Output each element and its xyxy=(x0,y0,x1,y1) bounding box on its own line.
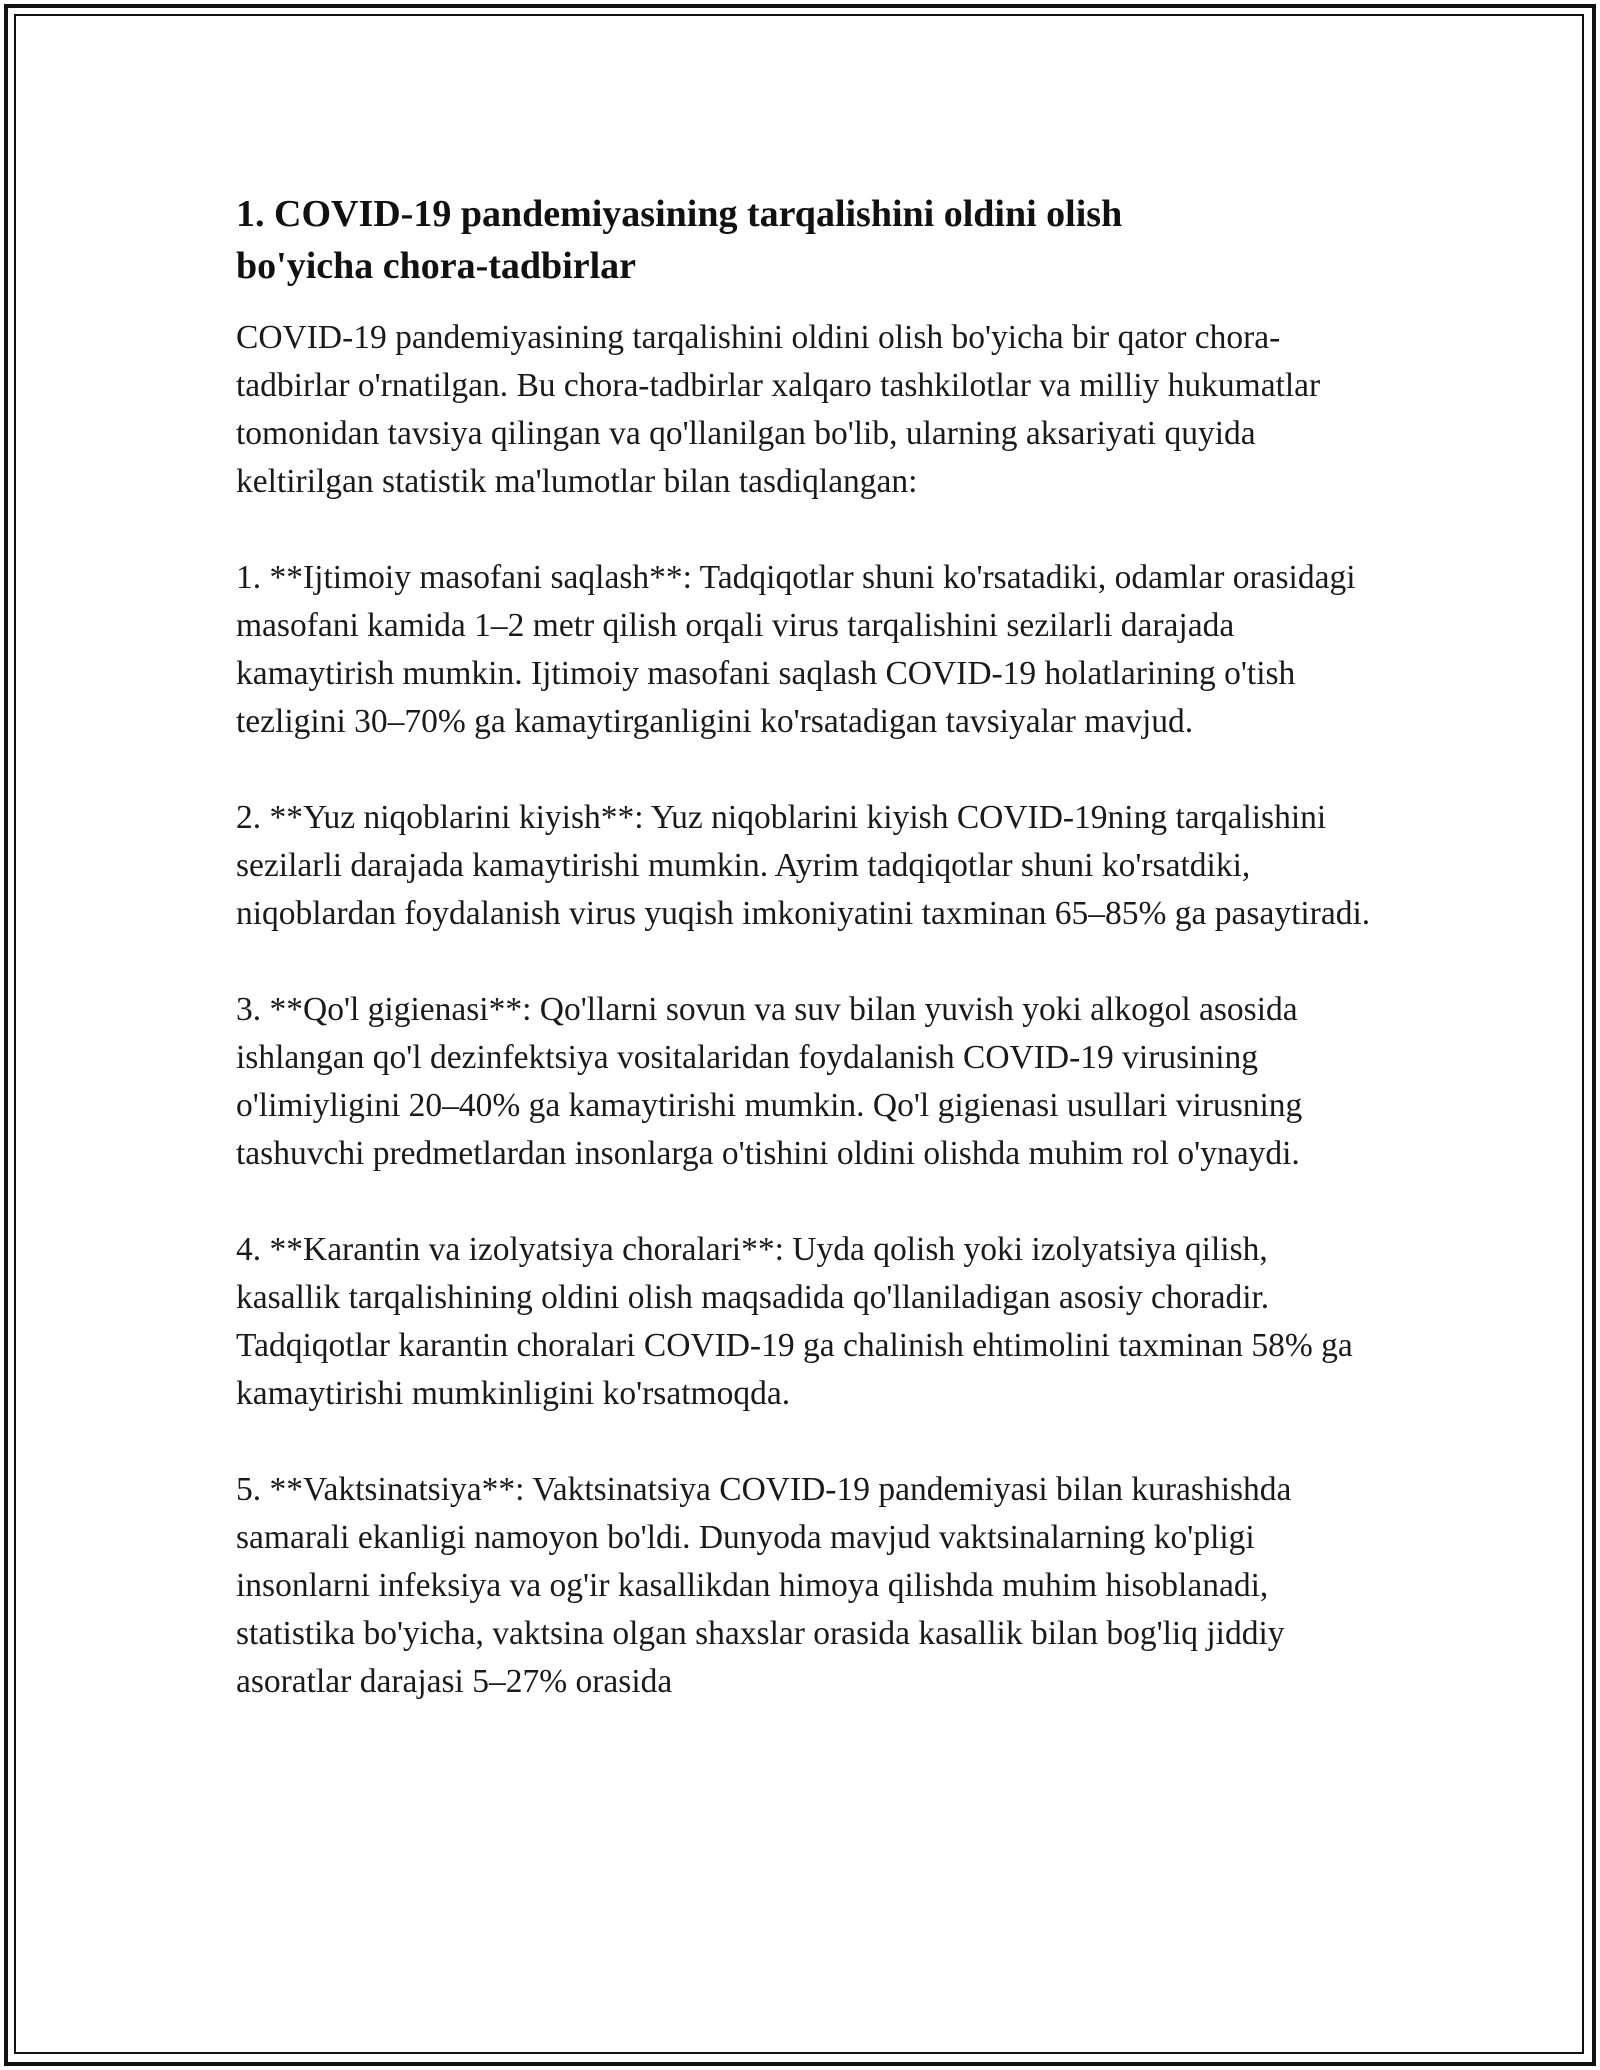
item-face-masks: 2. **Yuz niqoblarini kiyish**: Yuz niqoblarini kiyish COVID-19ning tarqalishini sezilarli darajada kamaytirishi mumkin. Ayrim tadqiqotlar shuni ko'rsatdiki, niqoblardan foydalanish virus yuqish imkoniyatini taxminan 65–85% ga pasaytiradi. xyxy=(236,799,1371,932)
intro-paragraph: COVID-19 pandemiyasining tarqalishini oldini olish bo'yicha bir qator chora-tadbirlar o'rnatilgan. Bu chora-tadbirlar xalqaro tashkilotlar va milliy hukumatlar tomonidan tavsiya qilingan va qo'llanilgan bo'lib, ularning aksariyati quyida keltirilgan statistik ma'lumotlar bilan tasdiqlangan: xyxy=(236,319,1321,500)
item-quarantine: 4. **Karantin va izolyatsiya choralari**: Uyda qolish yoki izolyatsiya qilish, kasallik tarqalishining oldini olish maqsadida qo'llaniladigan asosiy choradir. Tadqiqotlar karantin choralari COVID-19 ga chalinish ehtimolini taxminan 58% ga kamaytirishi mumkinligini ko'rsatmoqda. xyxy=(236,1231,1353,1412)
item-vaccination: 5. **Vaktsinatsiya**: Vaktsinatsiya COVID-19 pandemiyasi bilan kurashishda samarali ekanligi namoyon bo'ldi. Dunyoda mavjud vaktsinalarning ko'pligi insonlarni infeksiya va og'ir kasallikdan himoya qilishda muhim hisoblanadi, statistika bo'yicha, vaktsina olgan shaxslar orasida kasallik bilan bog'liq jiddiy asoratlar darajasi 5–27% orasida xyxy=(236,1471,1292,1700)
item-social-distancing: 1. **Ijtimoiy masofani saqlash**: Tadqiqotlar shuni ko'rsatadiki, odamlar orasidagi masofani kamida 1–2 metr qilish orqali virus tarqalishini sezilarli darajada kamaytirish mumkin. Ijtimoiy masofani saqlash COVID-19 holatlarining o'tish tezligini 30–70% ga kamaytirganligini ko'rsatadigan tavsiyalar mavjud. xyxy=(236,559,1356,740)
document-body xyxy=(236,188,1376,1754)
section-heading-line-2: bo'yicha chora-tadbirlar xyxy=(236,245,637,287)
section-heading-line-1: 1. COVID-19 pandemiyasining tarqalishini oldini olish xyxy=(236,193,1123,235)
item-hand-hygiene: 3. **Qo'l gigienasi**: Qo'llarni sovun va suv bilan yuvish yoki alkogol asosida ishlangan qo'l dezinfektsiya vositalaridan foydalanish COVID-19 virusining o'limiyligini 20–40% ga kamaytirishi mumkin. Qo'l gigienasi usullari virusning tashuvchi predmetlardan insonlarga o'tishini oldini olishda muhim rol o'ynaydi. xyxy=(236,991,1303,1172)
section-heading xyxy=(236,188,1376,292)
